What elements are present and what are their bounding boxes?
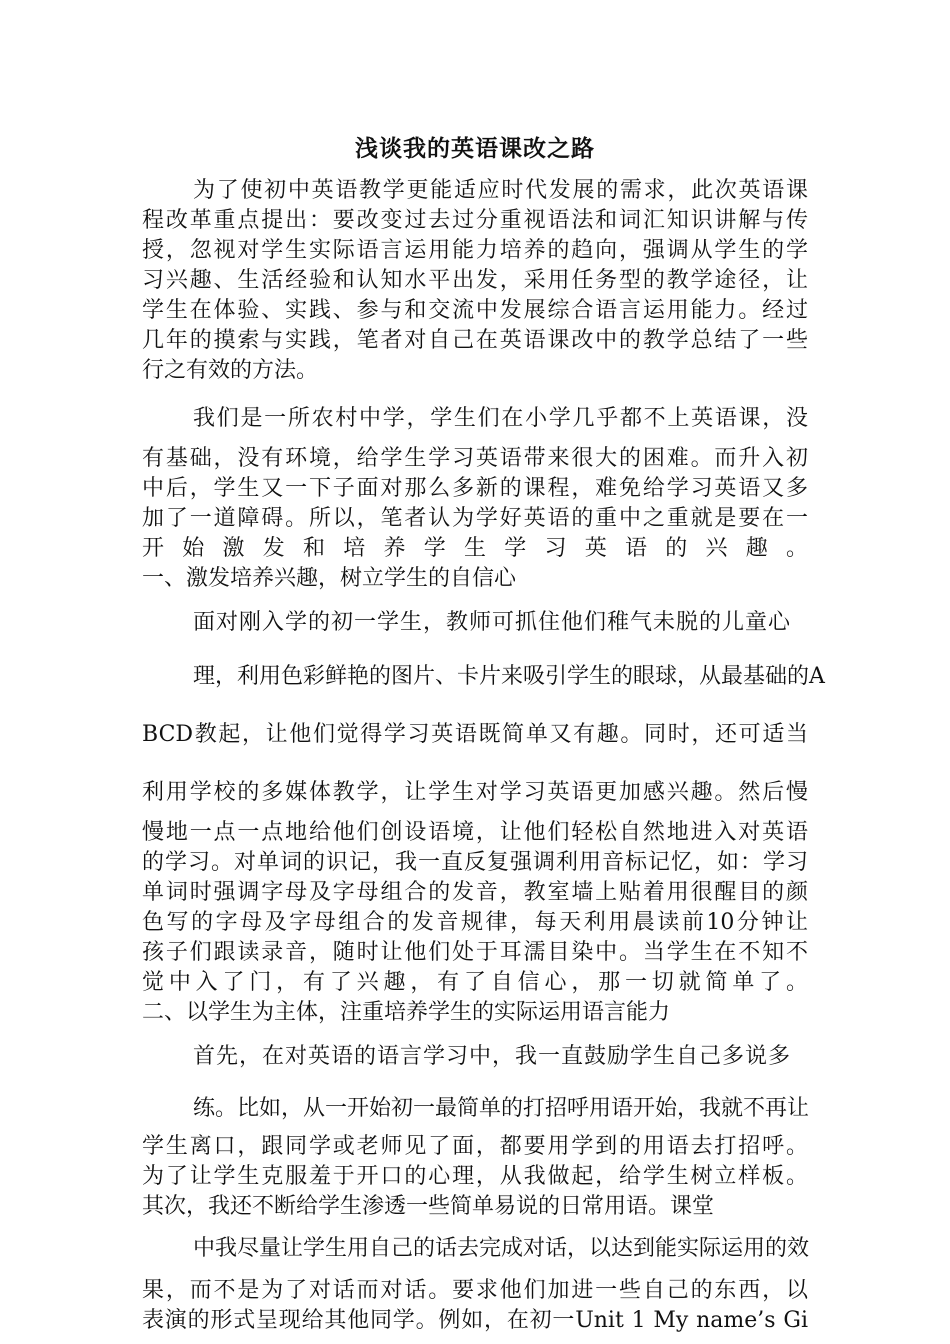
document-title: 浅谈我的英语课改之路 [355, 135, 595, 162]
paragraph-line: 其次，我还不断给学生渗透一些简单易说的日常用语。课堂 [142, 1194, 715, 1219]
paragraph-line: 孩子们跟读录音，随时让他们处于耳濡目染中。当学生在不知不 [142, 940, 808, 965]
paragraph-line: 为了让学生克服羞于开口的心理，从我做起，给学生树立样板。 [142, 1164, 808, 1189]
section-heading: 首先，在对英语的语言学习中，我一直鼓励学生自己多说多 [193, 1044, 792, 1069]
paragraph-line: 几年的摸索与实践，笔者对自己在英语课改中的教学总结了一些 [142, 328, 808, 353]
paragraph-line: 的学习。对单词的识记，我一直反复强调利用音标记忆，如：学习 [142, 850, 808, 875]
paragraph-line: 二、以学生为主体，注重培养学生的实际运用语言能力 [142, 1000, 671, 1025]
paragraph-line: 利用学校的多媒体教学，让学生对学习英语更加感兴趣。然后慢 [142, 780, 808, 805]
paragraph-line: 开始激发和培养学生学习英语的兴趣。 [142, 536, 808, 561]
paragraph-line: 慢地一点一点地给他们创设语境，让他们轻松自然地进入对英语 [142, 820, 808, 845]
paragraph-line: 我们是一所农村中学，学生们在小学几乎都不上英语课，没 [193, 406, 808, 431]
paragraph-line: 练。比如，从一开始初一最简单的打招呼用语开始，我就不再让 [193, 1096, 810, 1121]
paragraph-line: 表演的形式呈现给其他同学。例如，在初一Unit 1 My name’s Gi [142, 1308, 808, 1333]
paragraph-line: 一、激发培养兴趣，树立学生的自信心 [142, 566, 517, 591]
paragraph-line: 为了使初中英语教学更能适应时代发展的需求，此次英语课 [193, 178, 808, 203]
paragraph-line: 色写的字母及字母组合的发音规律，每天利用晨读前10分钟让 [142, 910, 808, 935]
paragraph-line: 有基础，没有环境，给学生学习英语带来很大的困难。而升入初 [142, 446, 808, 471]
paragraph-line: 中我尽量让学生用自己的话去完成对话，以达到能实际运用的效 [193, 1236, 810, 1261]
paragraph-line: 行之有效的方法。 [142, 358, 319, 383]
paragraph-line: 学生离口，跟同学或老师见了面，都要用学到的用语去打招呼。 [142, 1134, 808, 1159]
paragraph-line: 授，忽视对学生实际语言运用能力培养的趋向，强调从学生的学 [142, 238, 808, 263]
paragraph-line: 习兴趣、生活经验和认知水平出发，采用任务型的教学途径，让 [142, 268, 808, 293]
section-heading: 面对刚入学的初一学生，教师可抓住他们稚气未脱的儿童心 [193, 610, 792, 635]
paragraph-line: 单词时强调字母及字母组合的发音，教室墙上贴着用很醒目的颜 [142, 880, 808, 905]
paragraph-line: 学生在体验、实践、参与和交流中发展综合语言运用能力。经过 [142, 298, 808, 323]
paragraph-line: BCD教起，让他们觉得学习英语既简单又有趣。同时，还可适当 [142, 722, 808, 747]
paragraph-line: 觉中入了门，有了兴趣，有了自信心，那一切就简单了。 [142, 970, 808, 995]
paragraph-line: 果，而不是为了对话而对话。要求他们加进一些自己的东西，以 [142, 1278, 808, 1303]
paragraph-line: 加了一道障碍。所以，笔者认为学好英语的重中之重就是要在一 [142, 506, 808, 531]
paragraph-line: 中后，学生又一下子面对那么多新的课程，难免给学习英语又多 [142, 476, 808, 501]
paragraph-line: 理，利用色彩鲜艳的图片、卡片来吸引学生的眼球，从最基础的A [193, 664, 825, 689]
paragraph-line: 程改革重点提出：要改变过去过分重视语法和词汇知识讲解与传 [142, 208, 808, 233]
